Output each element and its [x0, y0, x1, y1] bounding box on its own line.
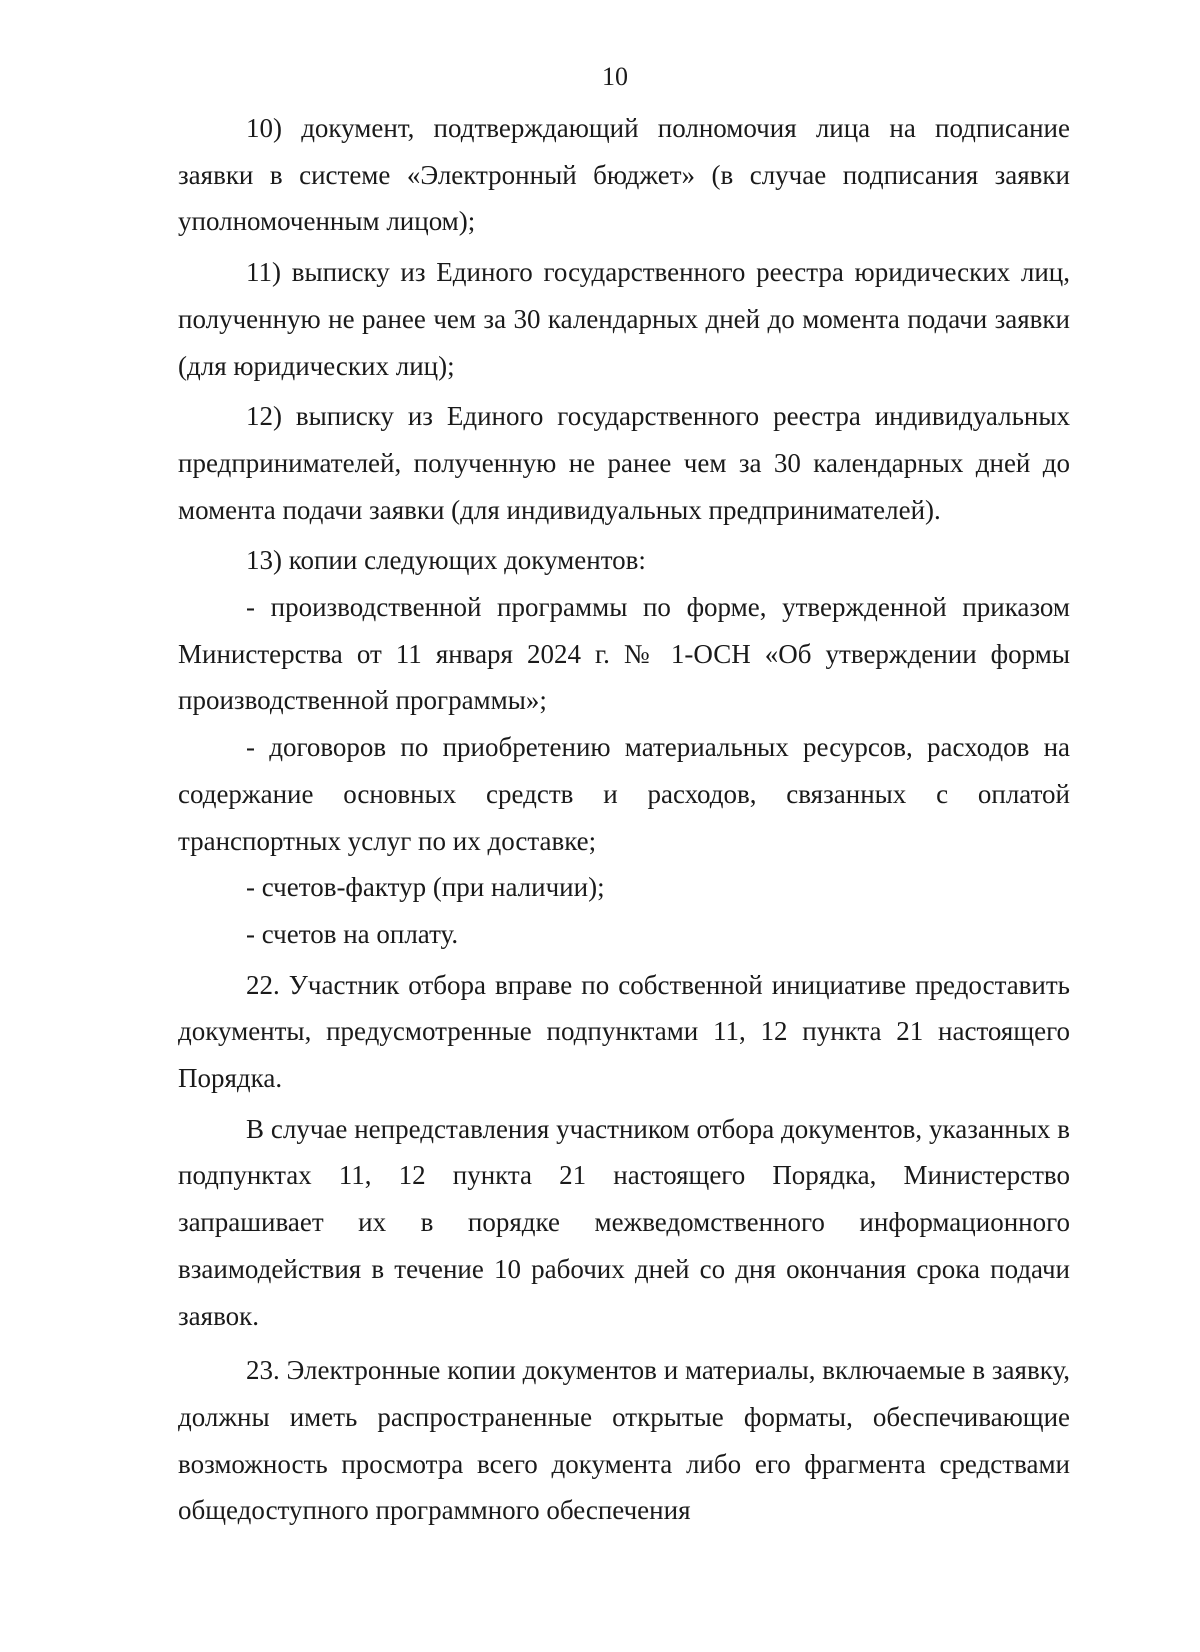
paragraph-item-12: 12) выписку из Единого государственного реестра индивидуальных предпринимателей, полученную не ранее чем за 30 календарных дней до момента подачи заявки (для индивидуальных предпринимателей).: [178, 401, 1070, 525]
list-item-payment-bills: - счетов на оплату.: [246, 918, 459, 949]
list-item-production-program: - производственной программы по форме, утвержденной приказом Министерства от 11 января 2024 г. № 1-ОСН «Об утверждении формы производственной программы»;: [178, 592, 1070, 716]
paragraph-item-11: 11) выписку из Единого государственного реестра юридических лиц, полученную не ранее чем за 30 календарных дней до момента подачи заявки (для юридических лиц);: [178, 257, 1070, 381]
paragraph-clause-22: 22. Участник отбора вправе по собственной инициативе предоставить документы, предусмотренные подпунктами 11, 12 пункта 21 настоящего Порядка.: [178, 969, 1070, 1094]
page-number: 10: [602, 62, 628, 91]
paragraph-item-13: 13) копии следующих документов:: [246, 545, 646, 576]
list-item-invoices: - счетов-фактур (при наличии);: [246, 872, 605, 903]
paragraph-clause-23: 23. Электронные копии документов и материалы, включаемые в заявку, должны иметь распространенные открытые форматы, обеспечивающие возможность просмотра всего документа либо его фрагмента средствами общедоступного программного обеспечения: [178, 1355, 1070, 1526]
paragraph-clause-22-continued: В случае непредставления участником отбора документов, указанных в подпунктах 11, 12 пункта 21 настоящего Порядка, Министерство запрашивает их в порядке межведомственного информационного взаимодействия в течение 10 рабочих дней со дня окончания срока подачи заявок.: [178, 1113, 1070, 1331]
paragraph-item-10: 10) документ, подтверждающий полномочия лица на подписание заявки в системе «Электронный бюджет» (в случае подписания заявки уполномоченным лицом);: [178, 113, 1070, 237]
document-body: [178, 105, 1070, 1534]
list-item-contracts: - договоров по приобретению материальных ресурсов, расходов на содержание основных средств и расходов, связанных с оплатой транспортных услуг по их доставке;: [178, 732, 1070, 856]
